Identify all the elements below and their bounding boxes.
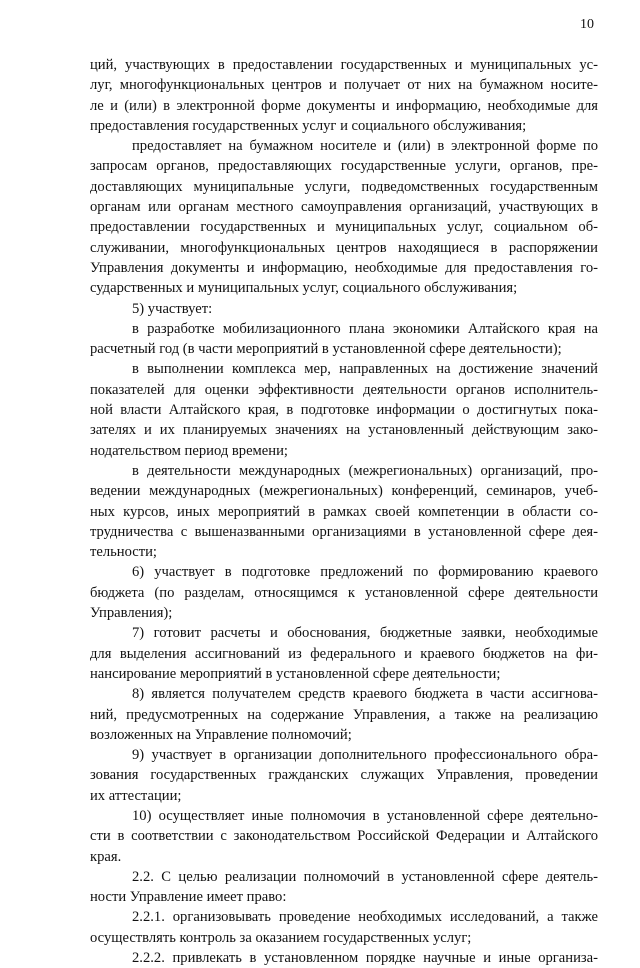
text-line: ности Управление имеет право:	[90, 889, 287, 906]
page-number: 10	[580, 17, 594, 32]
text-line: возложенных на Управление полномочий;	[90, 726, 352, 743]
text-line: сти в соответствии с законодательством Российской Федерации и Алтайского	[90, 828, 598, 845]
text-line: в выполнении комплекса мер, направленных на достижение значений	[132, 361, 598, 378]
text-line: ний, предусмотренных на содержание Управления, а также на реализацию	[90, 706, 598, 723]
text-line: 6) участвует в подготовке предложений по формированию краевого	[132, 564, 598, 581]
text-line: нансирование мероприятий в установленной сфере деятельности;	[90, 665, 501, 682]
text-line: нодательством период времени;	[90, 442, 288, 459]
text-line: тельности;	[90, 544, 157, 561]
text-line: 10) осуществляет иные полномочия в установленной сфере деятельно-	[132, 807, 598, 824]
text-line: 2.2. С целью реализации полномочий в установленной сфере деятель-	[132, 868, 598, 885]
text-line: запросам органов, предоставляющих государственные услуги, органов, пре-	[90, 158, 598, 175]
text-line: 9) участвует в организации дополнительного профессионального обра-	[132, 747, 598, 764]
text-line: трудничества с вышеназванными организациями в установленной сфере дея-	[90, 523, 598, 540]
text-line: органам или органам местного самоуправления организаций, участвующих в	[90, 199, 598, 216]
text-line: в деятельности международных (межрегиональных) организаций, про-	[132, 462, 598, 479]
text-line: показателей для оценки эффективности деятельности органов исполнитель-	[90, 381, 598, 398]
text-line: осуществлять контроль за оказанием государственных услуг;	[90, 929, 472, 946]
text-line: 5) участвует:	[132, 300, 213, 317]
text-line: ций, участвующих в предоставлении государственных и муниципальных ус-	[90, 57, 598, 73]
body-text	[90, 55, 598, 968]
text-line: края.	[90, 848, 122, 865]
text-line: 2.2.2. привлекать в установленном порядке научные и иные организа-	[132, 950, 598, 967]
text-line: ной власти Алтайского края, в подготовке информации о достигнутых пока-	[90, 402, 598, 419]
text-line: ных курсов, иных мероприятий в рамках своей компетенции в области со-	[90, 503, 598, 520]
text-line: предоставляет на бумажном носителе и (или) в электронной форме по	[132, 138, 598, 155]
text-line: зателях и их планируемых значениях на установленный действующим зако-	[90, 422, 598, 439]
text-line: Управления документы и информацию, необходимые для предоставления го-	[90, 259, 598, 276]
text-line: их аттестации;	[90, 787, 182, 804]
text-line: бюджета (по разделам, относящимся к установленной сфере деятельности	[90, 584, 598, 601]
text-line: 2.2.1. организовывать проведение необходимых исследований, а также	[132, 909, 598, 926]
text-line: доставляющих муниципальные услуги, подведомственных государственным	[90, 178, 598, 195]
text-line: ле и (или) в электронной форме документы и информацию, необходимые для	[90, 97, 598, 114]
text-line: сударственных и муниципальных услуг, социального обслуживания;	[90, 280, 518, 297]
text-line: луг, многофункциональных центров и получает от них на бумажном носите-	[90, 77, 598, 94]
text-line: предоставлении государственных и муниципальных услуг, социальном об-	[90, 219, 598, 236]
text-line: служивании, многофункциональных центров находящиеся в распоряжении	[90, 239, 598, 256]
text-line: в разработке мобилизационного плана экономики Алтайского края на	[132, 320, 598, 337]
text-line: зования государственных гражданских служащих Управления, проведении	[90, 767, 598, 784]
text-line: для выделения ассигнований из федерального и краевого бюджетов на фи-	[90, 645, 598, 662]
text-line: предоставления государственных услуг и социального обслуживания;	[90, 117, 527, 134]
text-line: расчетный год (в части мероприятий в установленной сфере деятельности);	[90, 341, 562, 358]
text-line: Управления);	[90, 605, 173, 622]
text-line: ведении международных (межрегиональных) конференций, семинаров, учеб-	[90, 483, 598, 500]
text-line: 8) является получателем средств краевого бюджета в части ассигнова-	[132, 686, 598, 703]
text-line: 7) готовит расчеты и обоснования, бюджетные заявки, необходимые	[132, 625, 598, 642]
